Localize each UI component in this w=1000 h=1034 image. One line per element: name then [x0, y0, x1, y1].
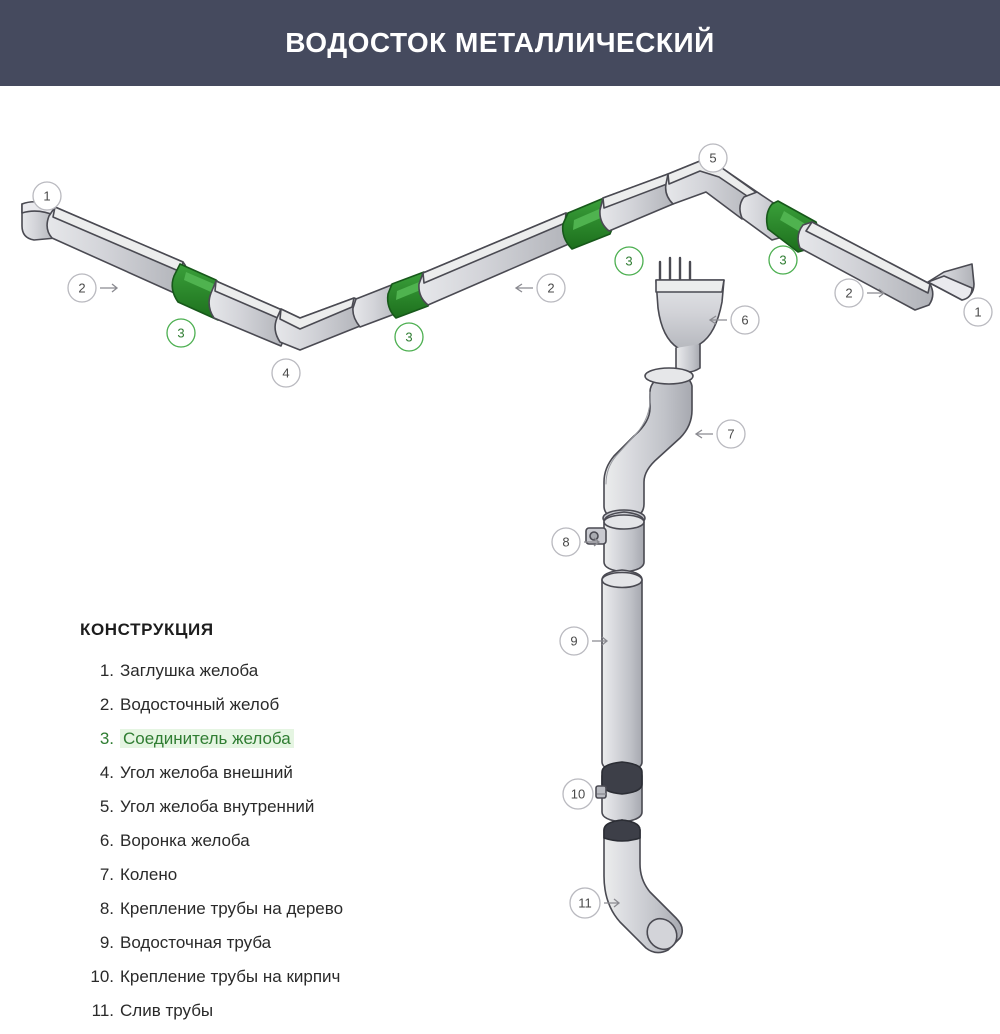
legend-item-5[interactable] — [80, 796, 440, 818]
callout-3-upper — [615, 247, 643, 275]
callout-label: 3 — [177, 325, 185, 341]
callout-label: 2 — [78, 280, 86, 296]
legend-item-number: 5. — [99, 797, 114, 816]
callout-2-left — [68, 274, 117, 302]
callout-label: 6 — [741, 312, 749, 328]
legend-item-8[interactable] — [80, 898, 440, 920]
callout-3-mid — [395, 323, 423, 351]
legend-item-number: 11. — [91, 1001, 114, 1020]
callout-3-right — [769, 246, 797, 274]
legend-item-label — [120, 728, 440, 750]
part-downpipe — [602, 570, 642, 772]
legend-item-10[interactable] — [80, 966, 440, 988]
legend-list — [80, 660, 440, 1022]
callout-9 — [560, 627, 607, 655]
legend-item-11[interactable] — [80, 1000, 440, 1022]
part-outer-corner — [275, 298, 364, 350]
page-header — [0, 0, 1000, 86]
callout-label: 3 — [779, 252, 787, 268]
legend-item-label: Слив трубы — [120, 1001, 214, 1020]
legend-item-label: Водосточный желоб — [120, 695, 280, 714]
callout-7 — [696, 420, 745, 448]
page-title: ВОДОСТОК МЕТАЛЛИЧЕСКИЙ — [285, 27, 715, 58]
legend-item-3[interactable] — [80, 728, 440, 750]
part-funnel — [656, 258, 724, 372]
legend-item-label: Заглушка желоба — [120, 661, 259, 680]
callout-label: 1 — [974, 304, 982, 320]
part-gutter-right-2 — [798, 222, 933, 310]
callout-3-left — [167, 319, 195, 347]
legend-item-label: Крепление трубы на дерево — [120, 899, 344, 918]
callout-label: 3 — [625, 253, 633, 269]
callout-label: 5 — [709, 150, 717, 166]
callout-label: 10 — [570, 786, 586, 802]
legend-item-number: 10. — [90, 967, 114, 986]
part-gutter-left-1 — [47, 207, 188, 296]
callout-5 — [699, 144, 727, 172]
legend-item-number: 6. — [99, 831, 114, 850]
part-gutter-left-2 — [209, 281, 287, 346]
part-outlet — [604, 820, 683, 955]
callout-4 — [272, 359, 300, 387]
legend-item-number: 1. — [99, 661, 114, 680]
part-bracket-brick — [596, 762, 642, 822]
legend-item-2[interactable] — [80, 694, 440, 716]
legend-item-number: 2. — [99, 695, 114, 714]
legend-item-highlight: Соединитель желоба — [120, 729, 294, 748]
part-endcap-right — [928, 264, 974, 300]
callout-2-mid — [516, 274, 565, 302]
legend-item-label: Угол желоба внутренний — [120, 797, 315, 816]
callout-label: 7 — [727, 426, 735, 442]
legend-item-number: 7. — [99, 865, 114, 884]
legend-item-label: Крепление трубы на кирпич — [120, 967, 341, 986]
legend-item-label: Водосточная труба — [120, 933, 272, 952]
legend-item-number: 3. — [99, 729, 114, 748]
part-elbow — [603, 368, 693, 526]
legend-item-label: Угол желоба внешний — [120, 763, 293, 782]
callout-1-right — [964, 298, 992, 326]
callout-label: 4 — [282, 365, 290, 381]
callout-label: 2 — [845, 285, 853, 301]
legend-item-7[interactable] — [80, 864, 440, 886]
legend-item-6[interactable] — [80, 830, 440, 852]
legend — [80, 620, 440, 1034]
legend-item-label: Воронка желоба — [120, 831, 250, 850]
legend-item-9[interactable] — [80, 932, 440, 954]
legend-title: КОНСТРУКЦИЯ — [80, 620, 214, 639]
callout-label: 1 — [43, 188, 51, 204]
legend-item-number: 9. — [99, 933, 114, 952]
callout-label: 8 — [562, 534, 570, 550]
legend-item-number: 8. — [99, 899, 114, 918]
legend-item-number: 4. — [99, 763, 114, 782]
callout-label: 3 — [405, 329, 413, 345]
callout-label: 2 — [547, 280, 555, 296]
legend-item-label: Колено — [120, 865, 178, 884]
callout-label: 9 — [570, 633, 578, 649]
legend-item-1[interactable] — [80, 660, 440, 682]
callout-10 — [563, 779, 606, 809]
callout-1-left — [33, 182, 61, 210]
legend-item-4[interactable] — [80, 762, 440, 784]
callout-label: 11 — [578, 895, 592, 911]
